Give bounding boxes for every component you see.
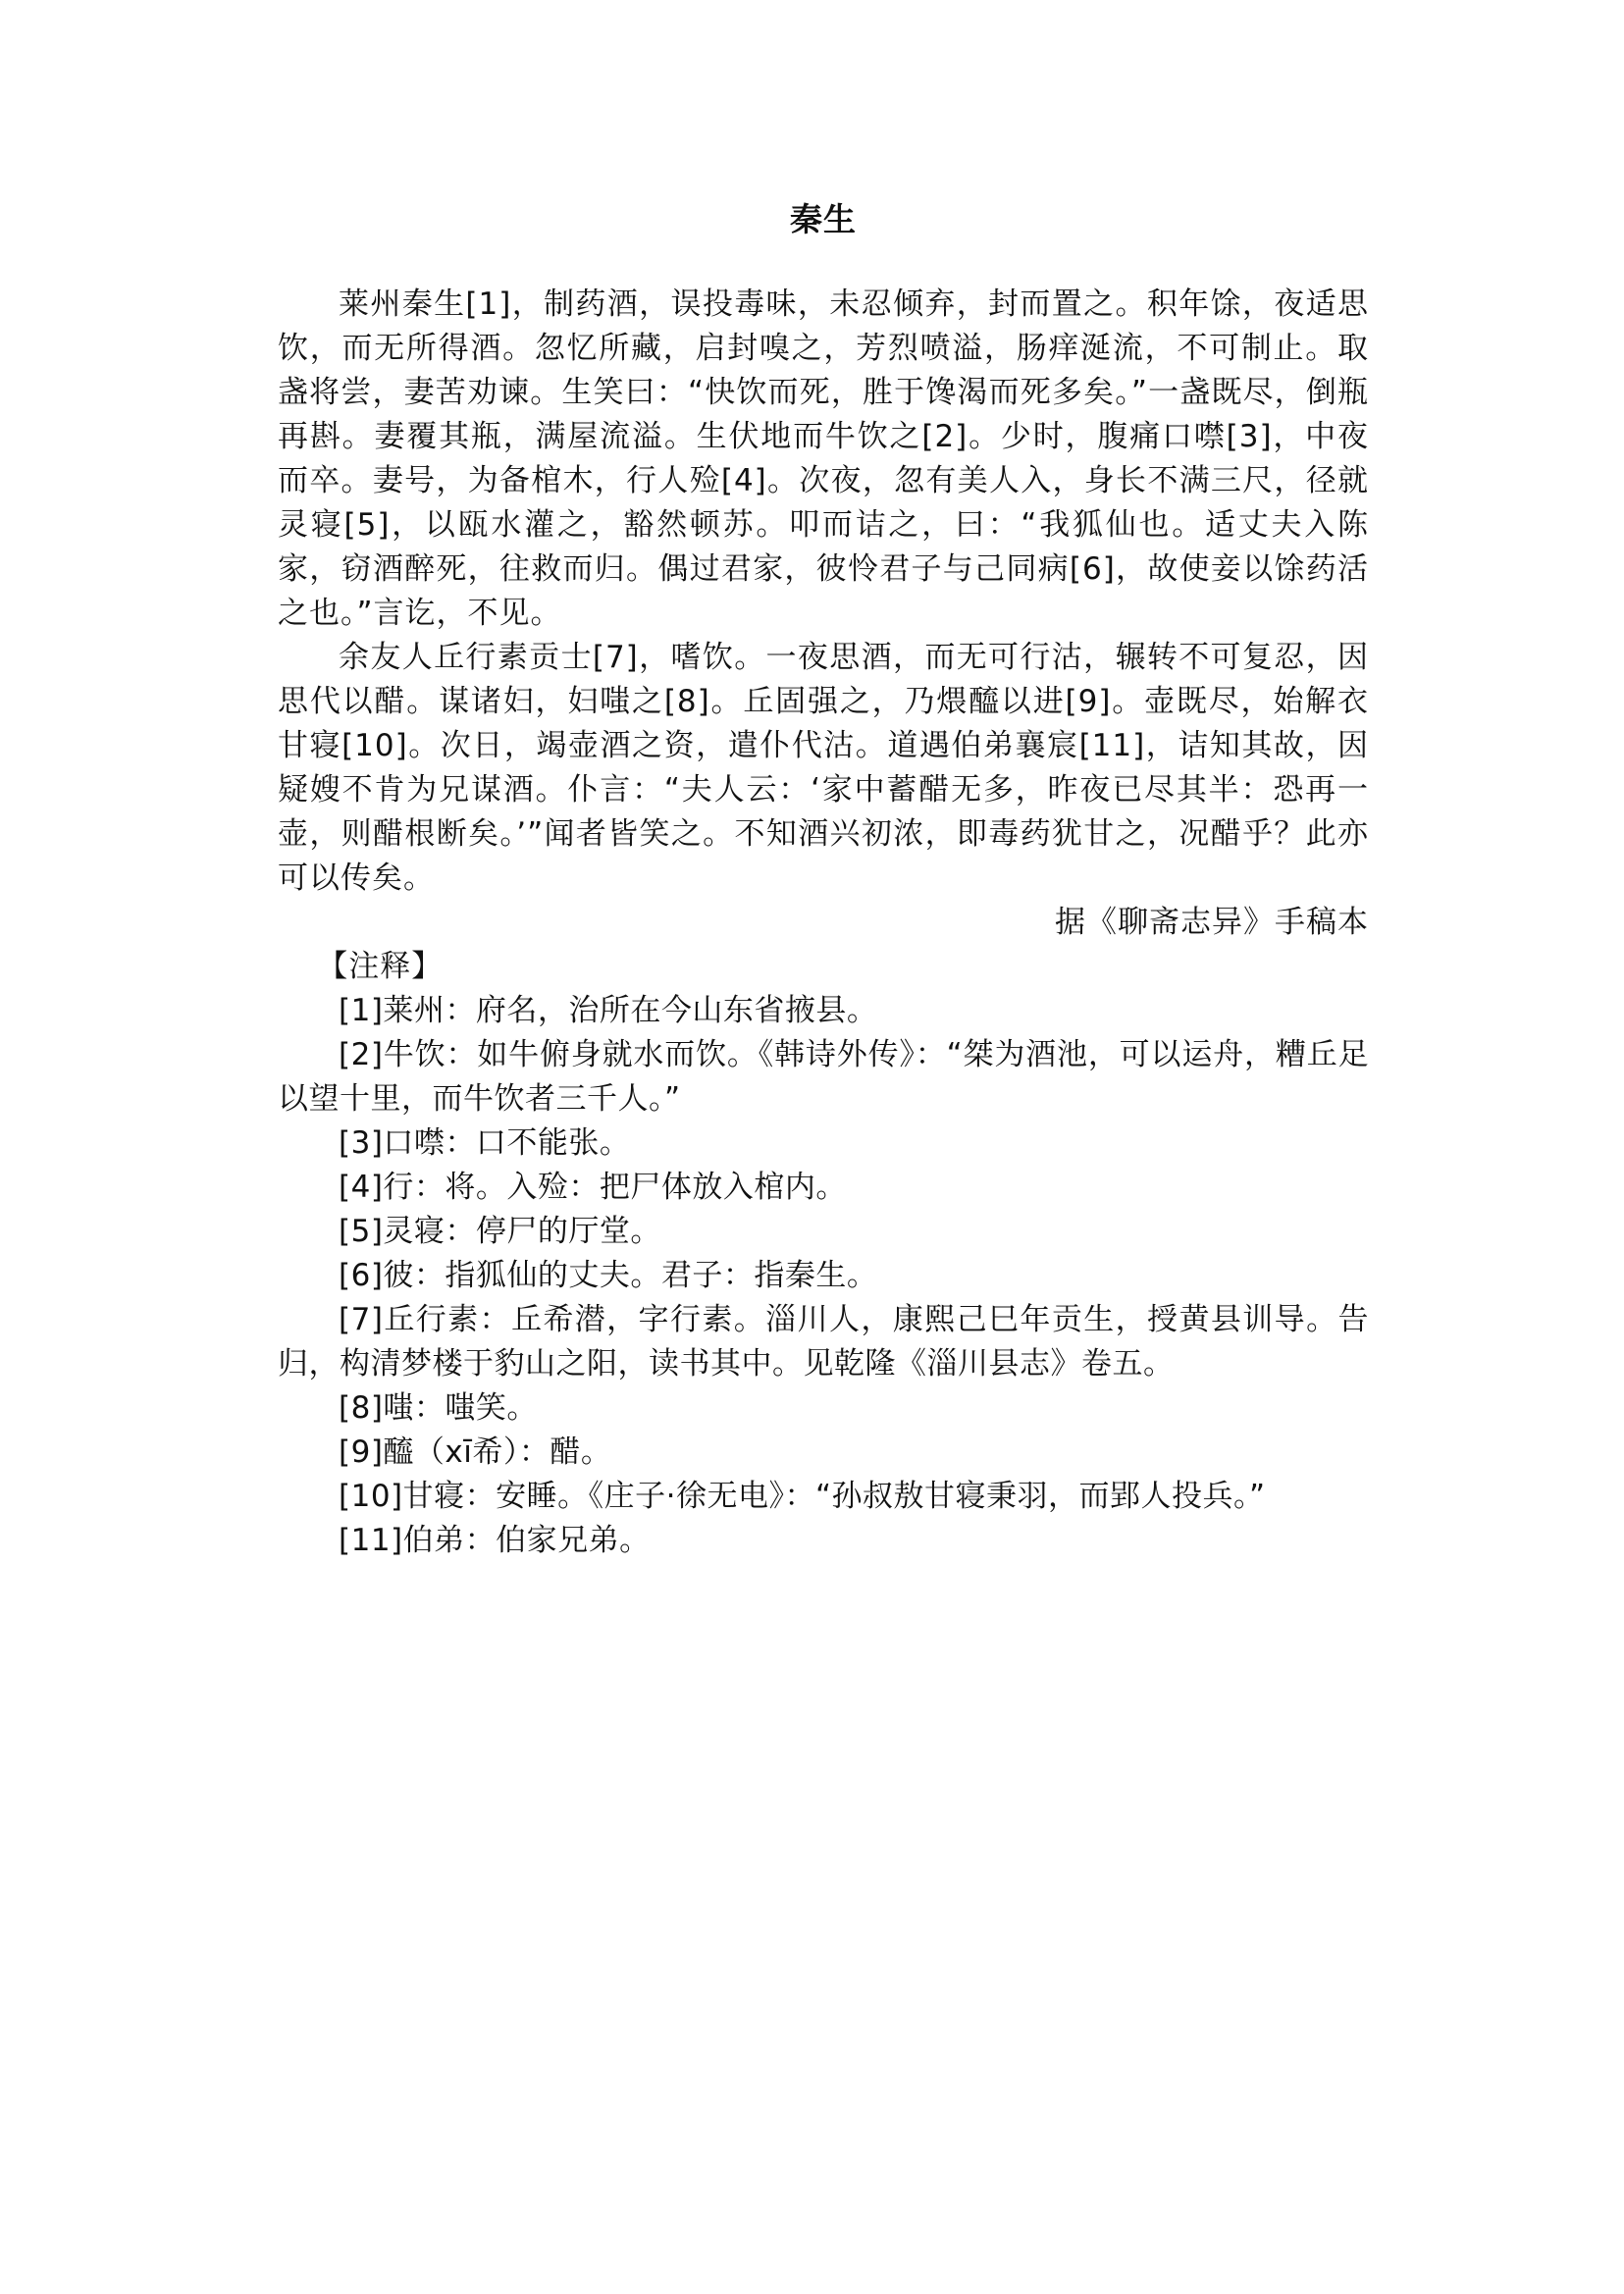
story-paragraph-1: 莱州秦生[1]，制药酒，误投毒味，未忍倾弃，封而置之。积年馀，夜适思饮，而无所得酒。忽忆所藏，启封嗅之，芳烈喷溢，肠痒涎流，不可制止。取盏将尝，妻苦劝谏。生笑曰：“快饮而死，胜于馋渴而死多矣。”一盏既尽，倒瓶再斟。妻覆其瓶，满屋流溢。生伏地而牛饮之[2]。少时，腹痛口噤[3]，中夜而卒。妻号，为备棺木，行人殓[4]。次夜，忽有美人入，身长不满三尺，径就灵寝[5]，以瓯水灌之，豁然顿苏。叩而诘之，曰：“我狐仙也。适丈夫入陈家，窃酒醉死，往救而归。偶过君家，彼怜君子与己同病[6]，故使妾以馀药活之也。”言讫，不见。 [278,287,1369,631]
document-page [278,196,1369,1563]
story-paragraph-2: 余友人丘行素贡士[7]，嗜饮。一夜思酒，而无可行沽，辗转不可复忍，因思代以醋。谋诸妇，妇嗤之[8]。丘固强之，乃煨醯以进[9]。壶既尽，始解衣甘寝[10]。次日，竭壶酒之资，遣仆代沽。道遇伯弟襄宸[11]，诘知其故，因疑嫂不肯为兄谋酒。仆言：“夫人云：‘家中蓄醋无多，昨夜已尽其半：恐再一壶，则醋根断矣。’”闻者皆笑之。不知酒兴初浓，即毒药犹甘之，况醋乎？此亦可以传矣。 [278,640,1369,896]
note-item: [4]行：将。入殓：把尸体放入棺内。 [339,1170,847,1205]
note-item: [8]嗤：嗤笑。 [339,1390,538,1426]
note-item: [7]丘行素：丘希潜，字行素。淄川人，康熙己巳年贡生，授黄县训导。告归，构清梦楼于豹山之阳，读书其中。见乾隆《淄川县志》卷五。 [278,1302,1369,1382]
note-item: [6]彼：指狐仙的丈夫。君子：指秦生。 [339,1258,878,1293]
note-item: [1]莱州：府名，治所在今山东省掖县。 [339,993,878,1028]
notes-list [278,989,1369,1563]
document-title: 秦生 [790,200,857,238]
notes-heading: 【注释】 [317,949,444,984]
note-item: [10]甘寝：安睡。《庄子·徐无电》：“孙叔敖甘寝秉羽，而郢人投兵。” [339,1479,1266,1514]
source-attribution: 据《聊斋志异》手稿本 [1055,905,1369,940]
note-item: [11]伯弟：伯家兄弟。 [339,1523,651,1558]
note-item: [5]灵寝：停尸的厅堂。 [339,1214,661,1249]
note-item: [3]口噤：口不能张。 [339,1125,631,1161]
note-item: [2]牛饮：如牛俯身就水而饮。《韩诗外传》：“桀为酒池，可以运舟，糟丘足以望十里，而牛饮者三千人。” [278,1037,1369,1117]
note-item: [9]醯（xī希）：醋。 [339,1434,612,1470]
